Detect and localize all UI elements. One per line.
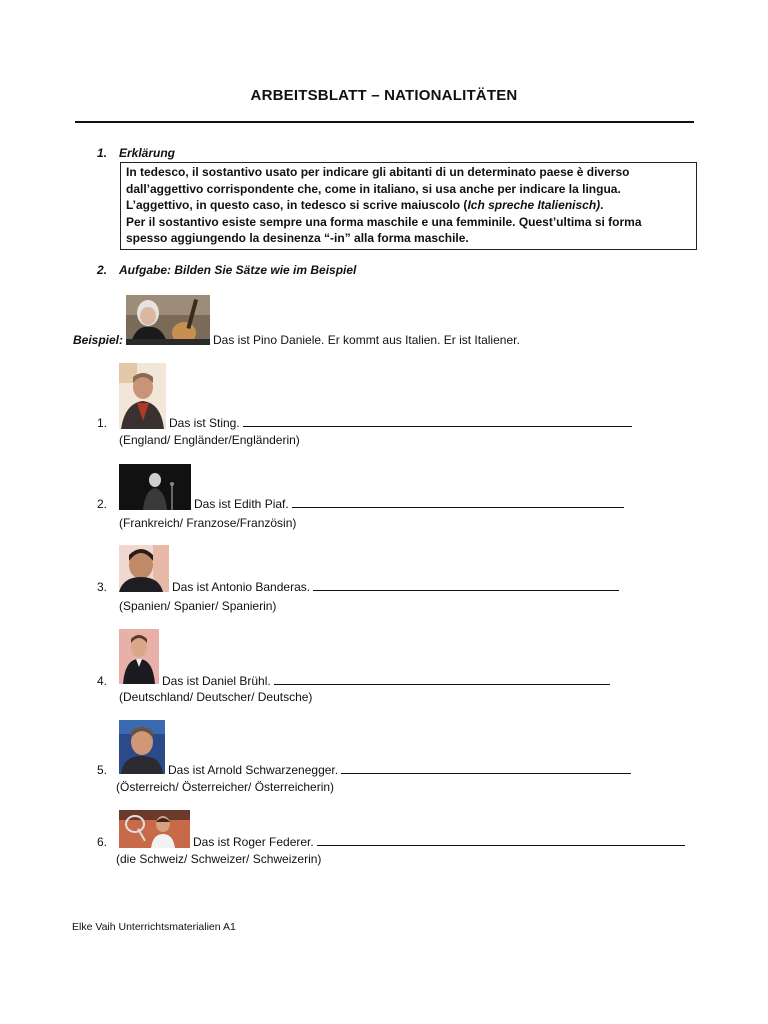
exercise-number: 5. [97,763,108,777]
photo-antonio-banderas [119,545,169,592]
exercise-hint: (Österreich/ Österreicher/ Österreicherin) [116,780,335,794]
photo-pino-daniele [126,295,210,345]
exercise-hint: (Spanien/ Spanier/ Spanierin) [119,599,277,613]
exercise-sentence: Das ist Antonio Banderas. [172,580,619,594]
photo-sting [119,363,166,429]
answer-blank[interactable] [274,674,610,685]
explanation-box [120,162,697,250]
photo-roger-federer [119,810,190,848]
explanation-line: spesso aggiungendo la desinenza “-in” alla forma maschile. [126,231,469,245]
example-sentence: Das ist Pino Daniele. Er kommt aus Italien. Er ist Italiener. [213,333,520,347]
explanation-line: In tedesco, il sostantivo usato per indicare gli abitanti di un determinato paese è diverso [126,165,630,179]
worksheet-page: ARBEITSBLATT – NATIONALITÄTEN 1. Erklärung In tedesco, il sostantivo usato per indicare gli abitanti di un determinato paese è diverso dall’aggettivo corrispondente che, come in italiano, si usa anche per indicare la lingua. L’aggettivo, in questo caso, in tedesco si scrive maiuscolo (Ich spreche Italienisch). Per il sostantivo esiste sempre una forma maschile e una femminile. Quest’ultima si forma spesso aggiungendo la desinenza “-in” alla forma maschile. 2. Aufgabe: Bilden Sie Sätze wie im Beispiel Beispiel: Das ist Pino Daniele. Er kommt aus Italien. Er ist Italiener. 1. Das ist Sting. (England/ Engländer/Engländerin) 2. Das ist Edith Piaf. (Frankreich/ Franzose/Französin) 3. Das ist Antonio Banderas. (Spanien/ Spanier/ Spanierin) 4. Das ist Daniel Brühl. (Deutschland/ Deutscher/ Deutsche) 5. Das ist Arnold Schwarzenegger. (Österreich/ Österreicher/ Österreicherin) 6. Das ist Roger Federer. (die Schweiz/ Schweizer/ Schweizerin) Elke Vaih Unterrichtsmaterialien A1 [0,0,768,1024]
exercise-sentence: Das ist Edith Piaf. [194,497,624,511]
answer-blank[interactable] [313,580,619,591]
answer-blank[interactable] [243,416,632,427]
explanation-line: Per il sostantivo esiste sempre una forma maschile e una femminile. Quest’ultima si forma [126,214,642,229]
exercise-number: 2. [97,497,108,511]
exercise-hint: (England/ Engländer/Engländerin) [119,433,300,447]
exercise-number: 3. [97,580,108,594]
title-divider [75,121,694,123]
exercise-number: 1. [97,416,108,430]
answer-blank[interactable] [341,763,631,774]
exercise-hint: (Deutschland/ Deutscher/ Deutsche) [119,690,313,704]
explanation-line: dall’aggettivo corrispondente che, come in italiano, si usa anche per indicare la lingua. [126,181,621,196]
photo-edith-piaf [119,464,191,510]
page-title: ARBEITSBLATT – NATIONALITÄTEN [250,87,518,104]
exercise-sentence: Das ist Sting. [169,416,632,430]
example-row [73,333,123,347]
page-footer: Elke Vaih Unterrichtsmaterialien A1 [72,921,236,933]
exercise-sentence: Das ist Arnold Schwarzenegger. [168,763,631,777]
photo-daniel-bruehl [119,629,159,684]
exercise-hint: (Frankreich/ Franzose/Französin) [119,516,297,530]
answer-blank[interactable] [292,497,624,508]
explanation-line: L’aggettivo, in questo caso, in tedesco si scrive maiuscolo (Ich spreche Italienisch). [126,198,604,212]
example-label: Beispiel: [73,333,124,347]
exercise-number: 4. [97,674,108,688]
answer-blank[interactable] [317,835,685,846]
exercise-number: 6. [97,835,108,849]
exercise-hint: (die Schweiz/ Schweizer/ Schweizerin) [116,852,322,866]
example-phrase: Ich spreche Italienisch) [467,198,601,212]
exercise-sentence: Das ist Daniel Brühl. [162,674,610,688]
exercise-sentence: Das ist Roger Federer. [193,835,685,849]
photo-arnold-schwarzenegger [119,720,165,774]
